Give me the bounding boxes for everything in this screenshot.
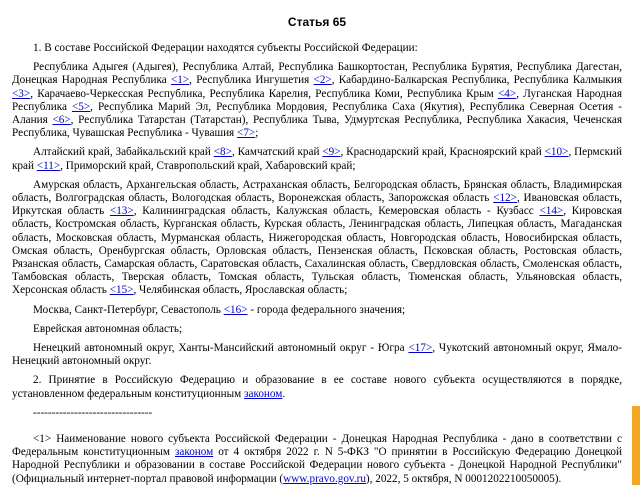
part-1-intro: 1. В составе Российской Федерации находятся субъекты Российской Федерации: bbox=[33, 42, 418, 54]
text-run: , Республика Татарстан (Татарстан), Республика Тыва, Удмуртская Республика, Республика Хакасия, Чеченская Республика, Чувашская Республика - Чувашия bbox=[12, 114, 622, 140]
text-run: Амурская область, Архангельская область, Астраханская область, Белгородская область, Брянская область, Владимирская область, Волгоградская область, Вологодская область, Воронежская область, Запорожская область bbox=[12, 178, 622, 205]
footnote-link[interactable]: <3> bbox=[12, 87, 31, 100]
text-run: , Камчатский край bbox=[231, 146, 323, 159]
footnote-link[interactable]: <7> bbox=[237, 127, 256, 140]
footnote-link[interactable]: <12> bbox=[493, 192, 517, 205]
footnote-link[interactable]: <2> bbox=[313, 74, 332, 87]
text-run: от 4 октября 2022 г. N 5-ФКЗ "О принятии в Российскую Федерацию Донецкой Народной Республики и образовании в составе Российской Федерации нового субъекта - Донецкой Народной Республики" (Официальный интернет-портал правовой информации ( bbox=[12, 446, 622, 485]
document-page bbox=[12, 0, 622, 492]
text-run: , Ивановская область, Иркутская область bbox=[12, 192, 622, 218]
footnote-link[interactable]: <1> bbox=[170, 74, 190, 87]
footnote-link[interactable]: <10> bbox=[544, 146, 569, 159]
text-run: - города федерального значения; bbox=[247, 303, 406, 316]
text-run: , Краснодарский край, Красноярский край bbox=[340, 146, 545, 159]
text-run: , Республика Марий Эл, Республика Мордовия, Республика Саха (Якутия), Республика Северная Осетия - Алания bbox=[12, 100, 622, 127]
footnote-link[interactable]: www.pravo.gov.ru bbox=[283, 472, 366, 485]
text-run: Республика Адыгея (Адыгея), Республика Алтай, Республика Башкортостан, Республика Бурятия, Республика Дагестан, Донецкая Народная Республика bbox=[12, 61, 622, 87]
footnote-link[interactable]: <15> bbox=[109, 284, 134, 297]
oblasts-list bbox=[12, 179, 622, 298]
side-accent-bar bbox=[632, 406, 640, 485]
footnote-link[interactable]: законом bbox=[244, 387, 283, 400]
autonomous-okrugs-list bbox=[12, 342, 622, 368]
footnote-link[interactable]: <17> bbox=[408, 342, 433, 355]
footnote-link[interactable]: <16> bbox=[223, 303, 248, 316]
text-run: , Приморский край, Ставропольский край, Хабаровский край; bbox=[60, 159, 356, 172]
footnote-separator: -------------------------------- bbox=[33, 406, 153, 419]
text-run: , Пермский край bbox=[12, 146, 622, 172]
footnote-link[interactable]: <14> bbox=[539, 205, 564, 218]
text-run: , Карачаево-Черкесская Республика, Республика Карелия, Республика Коми, Республика Крым bbox=[30, 87, 498, 100]
article-title: Статья 65 bbox=[287, 15, 347, 29]
text-run: , Челябинская область, Ярославская область; bbox=[133, 284, 348, 297]
footnote-link[interactable]: <8> bbox=[213, 146, 232, 159]
federal-cities-list bbox=[12, 304, 622, 317]
footnote-1 bbox=[12, 433, 622, 486]
krais-list bbox=[12, 146, 622, 172]
footnote-link[interactable]: <5> bbox=[71, 100, 91, 113]
text-run: , Республика Ингушетия bbox=[189, 74, 314, 87]
text-run: Москва, Санкт-Петербург, Севастополь bbox=[33, 303, 224, 316]
text-run: 2. Принятие в Российскую Федерацию и образование в ее составе нового субъекта осуществляются в порядке, установленном федеральным конституционным bbox=[12, 374, 622, 400]
part-2 bbox=[12, 374, 622, 400]
text-run: . bbox=[282, 387, 286, 400]
text-run: , Чукотский автономный округ, Ямало-Ненецкий автономный округ. bbox=[12, 342, 622, 368]
text-run: ), 2022, 5 октября, N 0001202210050005). bbox=[365, 472, 562, 485]
text-run: Алтайский край, Забайкальский край bbox=[33, 146, 214, 159]
text-run: <1> Наименование нового субъекта Российской Федерации - Донецкая Народная Республика - дано в соответствии с Федеральным конституционным bbox=[12, 433, 622, 459]
text-run: , Калининградская область, Калужская область, Кемеровская область - Кузбасс bbox=[133, 205, 540, 218]
text-run: ; bbox=[255, 127, 259, 140]
footnote-link[interactable]: <4> bbox=[497, 87, 517, 100]
footnote-link[interactable]: <11> bbox=[36, 159, 61, 172]
footnote-link[interactable]: <13> bbox=[109, 205, 134, 218]
footnote-link[interactable]: <6> bbox=[52, 114, 71, 127]
republics-list bbox=[12, 61, 622, 140]
text-run: , Кировская область, Костромская область, Курганская область, Курская область, Ленинградская область, Липецкая область, Магаданская область, Московская область, Мурманская область, Нижегородская область, Новгородская область, Новосибирская область, Омская область, Оренбургская область, Орловская область, Пензенская область, Псковская область, Ростовская область, Рязанская область, Самарская область, Саратовская область, Сахалинская область, Свердловская область, Смоленская область, Тамбовская область, Тверская область, Томская область, Тульская область, Тюменская область, Ульяновская область, Херсонская область bbox=[12, 205, 622, 297]
autonomous-oblast: Еврейская автономная область; bbox=[33, 322, 183, 335]
footnote-link[interactable]: <9> bbox=[322, 146, 341, 159]
text-run: , Луганская Народная Республика bbox=[12, 87, 622, 113]
footnote-link[interactable]: законом bbox=[174, 446, 214, 459]
text-run: , Кабардино-Балкарская Республика, Республика Калмыкия bbox=[331, 74, 622, 87]
text-run: Ненецкий автономный округ, Ханты-Мансийский автономный округ - Югра bbox=[33, 342, 409, 355]
